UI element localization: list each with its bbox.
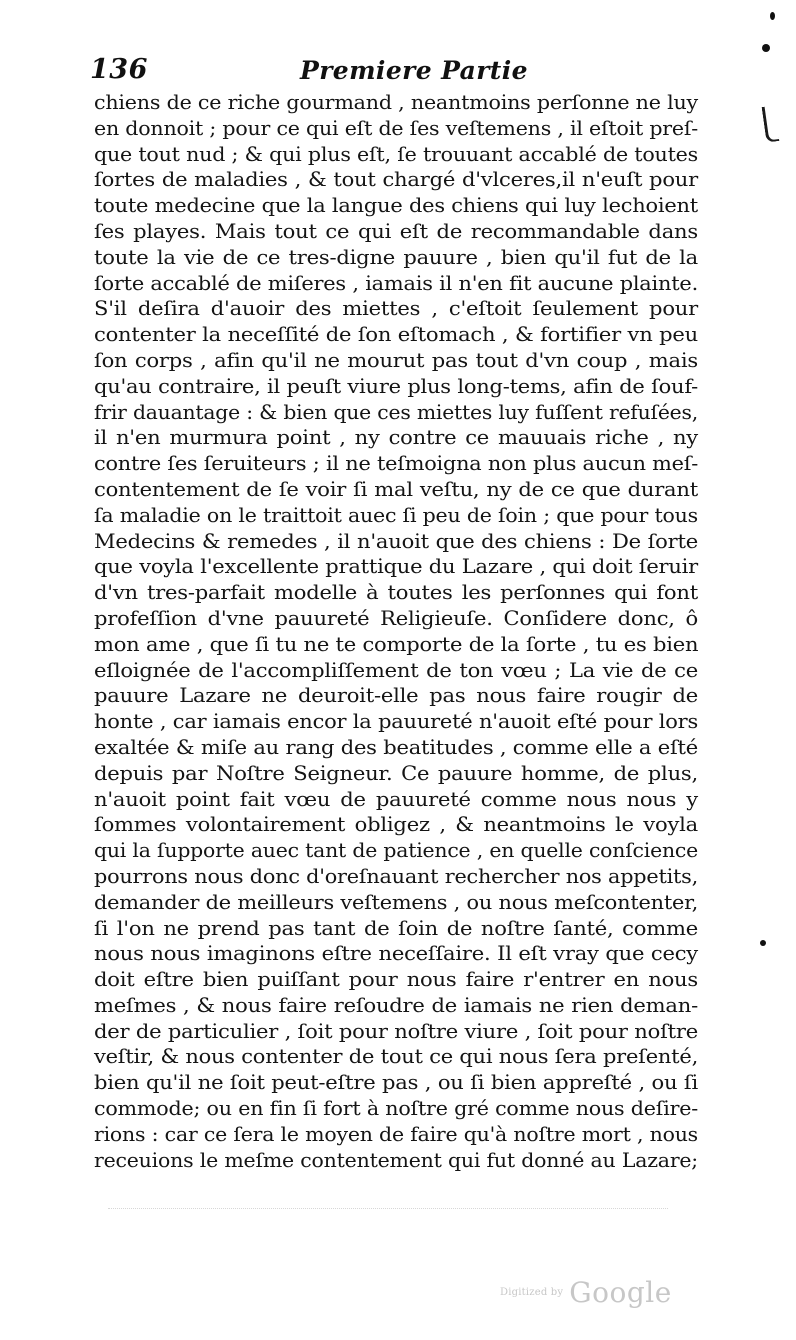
margin-ink-mark — [762, 105, 780, 142]
text-line: meſmes , & nous faire reſoudre de iamais ne rien deman- — [94, 993, 698, 1017]
text-line: d'vn tres-parfait modelle à toutes les perſonnes qui font — [94, 581, 698, 605]
text-line: nous nous imaginons eſtre neceſſaire. Il eſt vray que cecy — [94, 942, 698, 966]
digitization-watermark — [500, 1276, 672, 1316]
page-number: 136 — [90, 54, 148, 85]
text-line: contentement de ſe voir ſi mal veſtu, ny de ce que durant — [94, 477, 698, 501]
text-line: ſi l'on ne prend pas tant de ſoin de noſtre ſanté, comme — [94, 916, 698, 940]
text-line: exaltée & miſe au rang des beatitudes , comme elle a eſté — [94, 735, 698, 759]
text-line: doit eſtre bien puiſſant pour nous faire r'entrer en nous — [94, 968, 698, 992]
text-line: qu'au contraire, il peuſt viure plus long-tems, afin de ſouf- — [94, 374, 698, 398]
page-header — [90, 54, 690, 90]
text-line: toute medecine que la langue des chiens qui luy lechoient — [94, 194, 698, 218]
text-line: depuis par Noſtre Seigneur. Ce pauure homme, de plus, — [94, 761, 698, 785]
text-line: frir dauantage : & bien que ces miettes luy fuſſent refuſées, — [94, 400, 698, 424]
text-line: toute la vie de ce tres-digne pauure , bien qu'il fut de la — [94, 245, 698, 269]
text-line: eſloignée de l'accompliſſement de ton vœu ; La vie de ce — [94, 658, 698, 682]
text-line: qui la ſupporte auec tant de patience , en quelle conſcience — [94, 839, 699, 863]
text-line: il n'en murmura point , ny contre ce mauuais riche , ny — [94, 426, 698, 450]
text-line: veſtir, & nous contenter de tout ce qui nous ſera preſenté, — [94, 1045, 699, 1069]
text-line: que tout nud ; & qui plus eſt, ſe trouuant accablé de toutes — [94, 142, 698, 166]
text-line: S'il deſira d'auoir des miettes , c'eſtoit ſeulement pour — [94, 297, 698, 321]
text-line: commode; ou en fin ſi fort à noſtre gré comme nous deſire- — [94, 1097, 698, 1121]
text-line: contre ſes ſeruiteurs ; il ne teſmoigna non plus aucun meſ- — [94, 452, 699, 476]
text-line: demander de meilleurs veſtemens , ou nous meſcontenter, — [94, 890, 698, 914]
ink-speck — [770, 12, 775, 20]
text-line: bien qu'il ne ſoit peut-eſtre pas , ou ſi bien appreſté , ou ſi — [94, 1071, 698, 1095]
text-line: contenter la neceſſité de ſon eſtomach , & fortifier vn peu — [94, 323, 698, 347]
text-line: ſes playes. Mais tout ce qui eſt de recommandable dans — [94, 219, 698, 243]
text-line: ſommes volontairement obligez , & neantmoins le voyla — [94, 813, 698, 837]
watermark-brand: Google — [569, 1276, 672, 1309]
ink-speck — [762, 44, 770, 52]
body-text — [94, 90, 698, 1173]
text-line: profeſſion d'vne pauureté Religieuſe. Conſidere donc, ô — [94, 606, 698, 630]
running-title: Premiere Partie — [300, 56, 528, 85]
text-line: pourrons nous donc d'oreſnauant rechercher nos appetits, — [94, 864, 698, 888]
text-line: ſa maladie on le traittoit auec ſi peu de ſoin ; que pour tous — [94, 503, 698, 527]
text-line: chiens de ce riche gourmand , neantmoins perſonne ne luy — [94, 91, 698, 114]
text-line: mon ame , que ſi tu ne te comporte de la ſorte , tu es bien — [94, 632, 699, 656]
bleed-through-noise — [108, 1208, 668, 1219]
text-line: rions : car ce ſera le moyen de faire qu'à noſtre mort , nous — [94, 1122, 698, 1146]
text-line: Medecins & remedes , il n'auoit que des chiens : De ſorte — [94, 529, 698, 553]
text-line: ſorte accablé de miſeres , iamais il n'en fit aucune plainte. — [94, 271, 698, 295]
text-line: ſon corps , afin qu'il ne mourut pas tout d'vn coup , mais — [94, 348, 698, 372]
ink-speck — [760, 940, 766, 946]
text-line: pauure Lazare ne deuroit-elle pas nous faire rougir de — [94, 684, 698, 708]
watermark-digitized-by: Digitized by — [500, 1287, 564, 1298]
text-line: ſortes de maladies , & tout chargé d'vlceres,il n'euſt pour — [94, 168, 698, 192]
text-line: der de particulier , ſoit pour noſtre viure , ſoit pour noſtre — [94, 1019, 698, 1043]
text-line: n'auoit point fait vœu de pauureté comme nous nous y — [94, 787, 698, 811]
text-line: en donnoit ; pour ce qui eſt de ſes veſtemens , il eſtoit preſ- — [94, 116, 699, 140]
text-line: receuions le meſme contentement qui fut donné au Lazare; — [94, 1148, 698, 1172]
text-line: que voyla l'excellente prattique du Lazare , qui doit ſeruir — [94, 555, 698, 579]
text-line: honte , car iamais encor la pauureté n'auoit eſté pour lors — [94, 710, 698, 734]
